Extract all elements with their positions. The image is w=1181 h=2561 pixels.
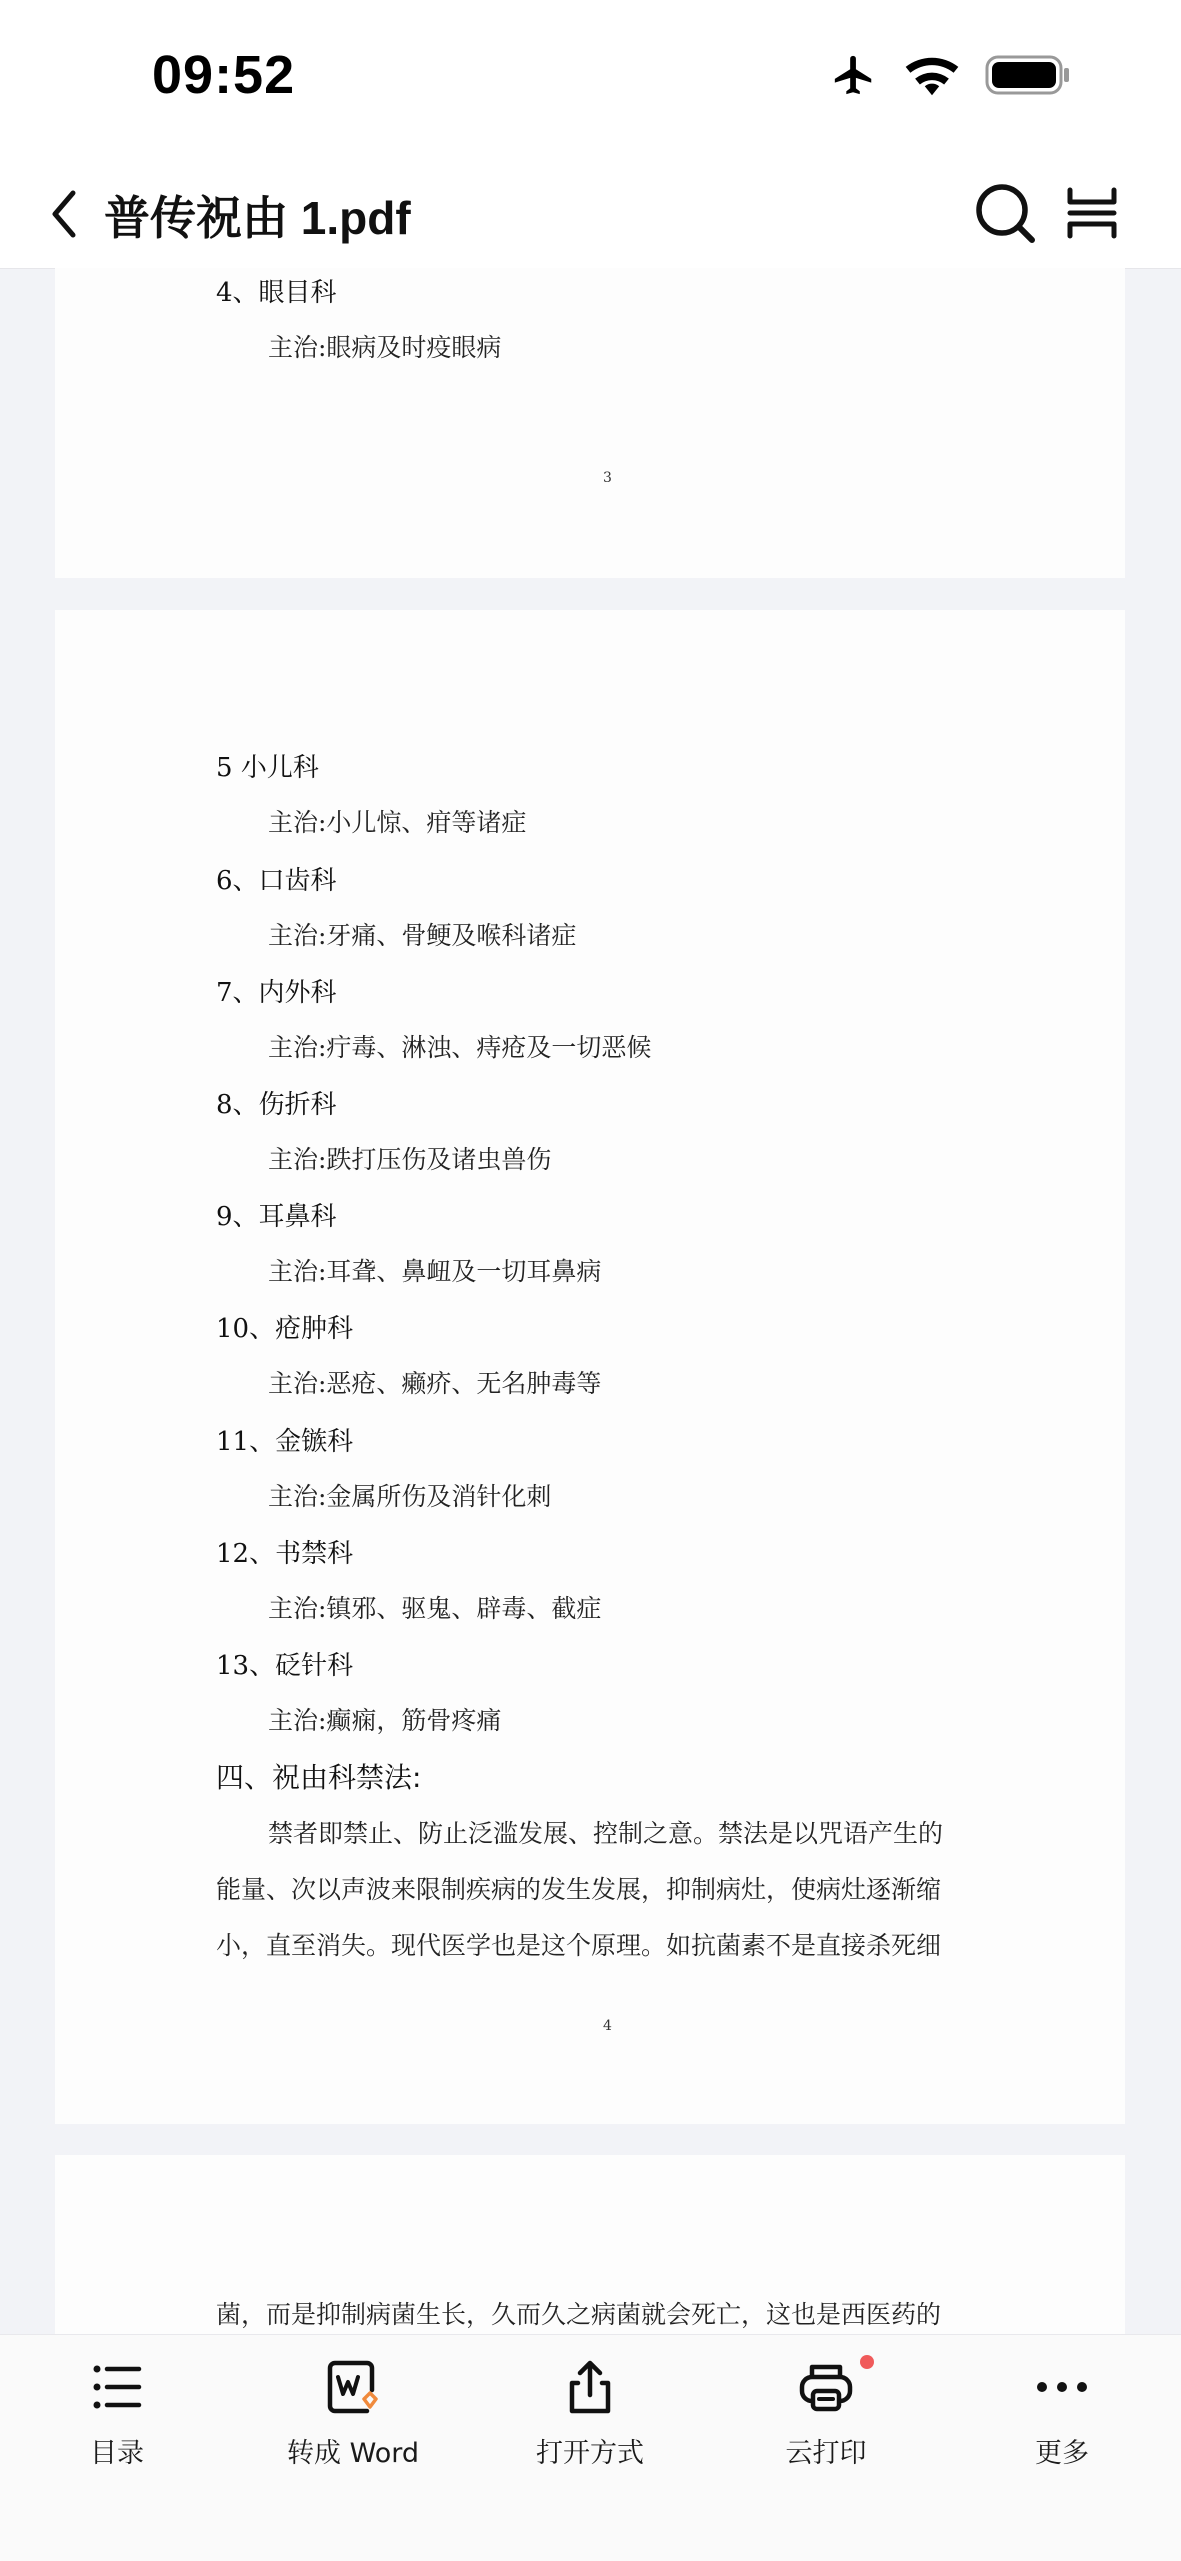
paragraph-line: 菌，而是抑制病菌生长，久而久之病菌就会死亡，这也是西医药的	[216, 2300, 942, 2329]
page-number: 4	[603, 2018, 612, 2034]
bottom-toolbar	[0, 2334, 1181, 2561]
item-text: 主治:恶疮、癞疥、无名肿毒等	[268, 1369, 602, 1398]
word-document-icon	[321, 2355, 385, 2419]
item-heading: 9、耳鼻科	[216, 1202, 337, 1232]
item-text: 主治:小儿惊、疳等诸症	[268, 808, 527, 837]
convert-to-word-button[interactable]	[253, 2335, 453, 2485]
convert-to-word-label: 转成 Word	[287, 2438, 419, 2469]
page3-text-line: 主治:眼病及时疫眼病	[268, 333, 502, 362]
cloud-print-button[interactable]	[726, 2335, 926, 2485]
search-button[interactable]	[970, 178, 1040, 248]
toc-button[interactable]	[17, 2335, 217, 2485]
item-heading: 8、伤折科	[216, 1090, 337, 1120]
printer-icon	[794, 2355, 858, 2419]
paragraph-line: 能量、次以声波来限制疾病的发生发展，抑制病灶，使病灶逐渐缩	[216, 1875, 942, 1904]
paragraph-line: 禁者即禁止、防止泛滥发展、控制之意。禁法是以咒语产生的	[268, 1819, 944, 1848]
item-text: 主治:镇邪、驱鬼、辟毒、截症	[268, 1594, 602, 1623]
airplane-icon	[829, 52, 879, 98]
item-heading: 10、疮肿科	[216, 1314, 354, 1344]
paragraph-line: 小，直至消失。现代医学也是这个原理。如抗菌素不是直接杀死细	[216, 1931, 942, 1960]
search-icon	[970, 178, 1040, 248]
document-title: 普传祝由 1.pdf	[104, 192, 411, 244]
list-icon	[85, 2355, 149, 2419]
status-time: 09:52	[152, 45, 296, 105]
item-heading: 7、内外科	[216, 978, 337, 1008]
back-button[interactable]	[40, 174, 88, 254]
item-text: 主治:金属所伤及消针化刺	[268, 1482, 552, 1511]
open-with-label: 打开方式	[536, 2438, 644, 2469]
pdf-page-4	[55, 610, 1125, 2124]
share-icon	[558, 2355, 622, 2419]
page3-heading: 4、眼目科	[216, 278, 337, 308]
status-bar	[0, 0, 1181, 160]
page-layout-button[interactable]	[1062, 178, 1122, 248]
notification-dot	[860, 2355, 874, 2369]
item-heading: 5 小儿科	[216, 753, 319, 783]
nav-header	[0, 160, 1181, 269]
more-horizontal-icon	[1030, 2355, 1094, 2419]
item-text: 主治:疔毒、淋浊、痔疮及一切恶候	[268, 1033, 652, 1062]
wifi-icon	[905, 54, 959, 96]
more-button[interactable]	[962, 2335, 1162, 2485]
item-text: 主治:牙痛、骨鲠及喉科诸症	[268, 921, 577, 950]
item-text: 主治:耳聋、鼻衄及一切耳鼻病	[268, 1257, 602, 1286]
open-with-button[interactable]	[490, 2335, 690, 2485]
section-title: 四、祝由科禁法:	[216, 1761, 422, 1794]
item-heading: 11、金镞科	[216, 1427, 354, 1457]
more-label: 更多	[1035, 2438, 1089, 2469]
toc-label: 目录	[90, 2438, 144, 2469]
item-heading: 13、砭针科	[216, 1651, 354, 1681]
battery-icon	[985, 54, 1071, 96]
item-heading: 12、书禁科	[216, 1539, 354, 1569]
item-text: 主治:跌打压伤及诸虫兽伤	[268, 1145, 552, 1174]
pdf-page-3	[55, 268, 1125, 578]
chevron-left-icon	[49, 189, 79, 239]
item-heading: 6、口齿科	[216, 866, 337, 896]
page-number: 3	[603, 470, 612, 486]
status-icons	[829, 52, 1071, 98]
cloud-print-label: 云打印	[785, 2438, 867, 2469]
fit-width-icon	[1062, 178, 1122, 248]
item-text: 主治:癫痫，筋骨疼痛	[268, 1706, 502, 1735]
